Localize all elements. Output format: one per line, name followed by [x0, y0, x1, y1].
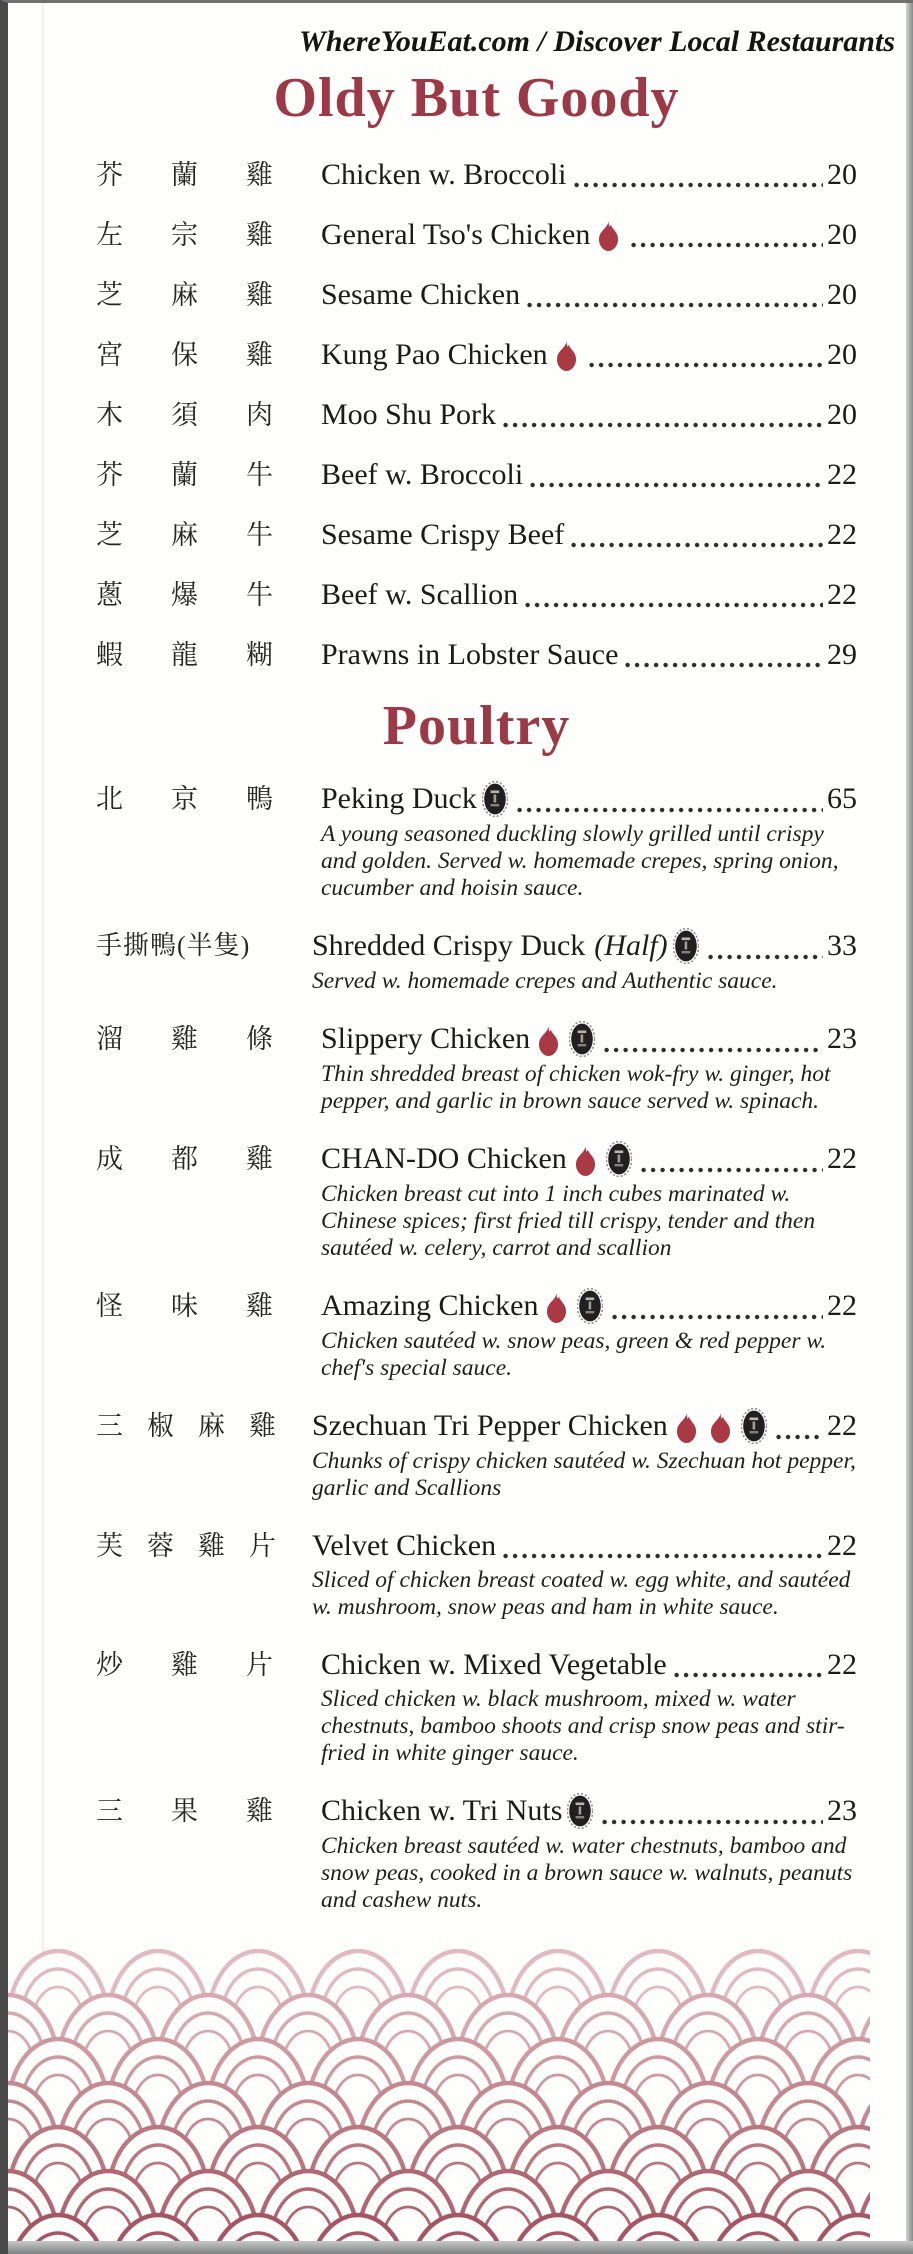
- menu-item: [96, 1408, 857, 1502]
- menu-item: [96, 1647, 857, 1767]
- menu-section-oldy-but-goody: [96, 157, 857, 673]
- menu-item-name: Amazing Chicken: [321, 1289, 539, 1322]
- menu-item-price: 23: [827, 1022, 857, 1055]
- menu-item: [96, 577, 857, 613]
- menu-item: [96, 337, 857, 373]
- menu-item-chinese-name: 芝麻雞: [96, 280, 321, 310]
- menu-item-description: Sliced of chicken breast coated w. egg white, and sautéed w. mushroom, snow peas and ham in white sauce.: [312, 1567, 851, 1620]
- menu-item: [96, 1288, 857, 1382]
- dotted-leader: [631, 242, 823, 248]
- menu-item-chinese-name: 左宗雞: [96, 220, 321, 250]
- menu-item-price: 22: [827, 1409, 857, 1442]
- menu-item-chinese-name: 芥蘭牛: [96, 460, 321, 490]
- menu-item-name: General Tso's Chicken: [321, 218, 591, 251]
- dotted-leader: [776, 1434, 823, 1440]
- menu-item-description: Chicken breast cut into 1 inch cubes marinated w. Chinese spices; first fried till crispy, tender and then sautéed w. celery, carrot and scallion: [321, 1181, 816, 1261]
- menu-item-price: 23: [827, 1794, 857, 1827]
- menu-item-price: 22: [827, 518, 857, 551]
- menu-item-name: Peking Duck: [321, 782, 477, 815]
- menu-item-description: A young seasoned duckling slowly grilled until crispy and golden. Served w. homemade crepes, spring onion, cucumber and hoisin sauce.: [321, 821, 839, 901]
- menu-item-price: 33: [827, 929, 857, 962]
- menu-item-chinese-name: 怪味雞: [96, 1291, 321, 1321]
- menu-item-name: Szechuan Tri Pepper Chicken: [312, 1409, 668, 1442]
- house-special-seal-icon: [577, 1288, 603, 1324]
- menu-item: [96, 397, 857, 433]
- menu-item-name: Beef w. Scallion: [321, 578, 519, 611]
- menu-item-price: 29: [827, 638, 857, 671]
- menu-item-price: 20: [827, 278, 857, 311]
- spicy-flame-icon: [595, 220, 622, 252]
- dotted-leader: [530, 482, 823, 488]
- menu-item-name: Moo Shu Pork: [321, 398, 497, 431]
- dotted-leader: [625, 662, 823, 668]
- spicy-flame-icon: [673, 1412, 700, 1444]
- menu-item-name: Shredded Crispy Duck: [312, 929, 586, 962]
- menu-item: [96, 781, 857, 902]
- menu-item: [96, 517, 857, 553]
- menu-page-content: [8, 3, 913, 2254]
- menu-item-name: CHAN-DO Chicken: [321, 1142, 567, 1175]
- menu-item: [96, 1141, 857, 1262]
- menu-item-chinese-name: 芝麻牛: [96, 520, 321, 550]
- menu-item: [96, 277, 857, 313]
- menu-item-name: Kung Pao Chicken: [321, 338, 548, 371]
- menu-item-price: 22: [827, 458, 857, 491]
- menu-item-chinese-name: 木須肉: [96, 400, 321, 430]
- dotted-leader: [525, 602, 823, 608]
- menu-item-name: Chicken w. Tri Nuts: [321, 1794, 563, 1827]
- section-title-poultry: Poultry: [382, 695, 571, 757]
- menu-item-price: 22: [827, 1289, 857, 1322]
- menu-item-chinese-name: 三果雞: [96, 1796, 321, 1826]
- dotted-leader: [604, 1047, 823, 1053]
- dotted-leader: [574, 182, 824, 188]
- spicy-flame-icon: [535, 1025, 562, 1057]
- dotted-leader: [527, 302, 823, 308]
- menu-item-chinese-name: 手撕鴨(半隻): [96, 931, 251, 960]
- menu-item-chinese-name: 芥蘭雞: [96, 160, 321, 190]
- menu-item: [96, 157, 857, 193]
- menu-item-name: Beef w. Broccoli: [321, 458, 524, 491]
- menu-item-chinese-name: 宮保雞: [96, 340, 321, 370]
- menu-item-note: (Half): [594, 929, 668, 962]
- dotted-leader: [517, 807, 823, 813]
- menu-item: [96, 217, 857, 253]
- menu-item-name: Sesame Chicken: [321, 278, 521, 311]
- menu-item-chinese-name: 溜雞條: [96, 1024, 321, 1054]
- menu-item: [96, 1021, 857, 1115]
- menu-section-poultry: [96, 781, 857, 1914]
- dotted-leader: [589, 362, 823, 368]
- menu-item: [96, 928, 857, 995]
- dotted-leader: [503, 422, 823, 428]
- spicy-flame-icon: [543, 1292, 570, 1324]
- dotted-leader: [503, 1553, 823, 1559]
- house-special-seal-icon: [567, 1793, 593, 1829]
- dotted-leader: [641, 1167, 823, 1173]
- menu-item-name: Sesame Crispy Beef: [321, 518, 565, 551]
- menu-item-description: Thin shredded breast of chicken wok-fry w. ginger, hot pepper, and garlic in brown sauce served w. spinach.: [321, 1061, 831, 1114]
- house-special-seal-icon: [569, 1021, 595, 1057]
- menu-item: [96, 457, 857, 493]
- spicy-flame-icon: [553, 340, 580, 372]
- menu-item-chinese-name: 芙蓉雞片: [96, 1531, 300, 1561]
- house-special-seal-icon: [482, 781, 508, 817]
- menu-item-price: 22: [827, 1142, 857, 1175]
- menu-item-chinese-name: 三椒麻雞: [96, 1411, 300, 1441]
- menu-item-price: 22: [827, 1648, 857, 1681]
- house-special-seal-icon: [741, 1408, 767, 1444]
- menu-item-name: Chicken w. Broccoli: [321, 158, 567, 191]
- menu-item-price: 65: [827, 782, 857, 815]
- menu-item-price: 20: [827, 398, 857, 431]
- menu-item-description: Chicken breast sautéed w. water chestnuts, bamboo and snow peas, cooked in a brown sauce w. walnuts, peanuts and cashew nuts.: [321, 1833, 853, 1913]
- menu-item-price: 22: [827, 1529, 857, 1562]
- menu-item-description: Chicken sautéed w. snow peas, green & red pepper w. chef's special sauce.: [321, 1328, 827, 1381]
- menu-item-chinese-name: 蝦龍糊: [96, 640, 321, 670]
- menu-item-chinese-name: 成都雞: [96, 1144, 321, 1174]
- section-title-oldy-but-goody: Oldy But Goody: [273, 67, 680, 129]
- menu-item-name: Slippery Chicken: [321, 1022, 531, 1055]
- menu-item-price: 22: [827, 578, 857, 611]
- menu-item-name: Prawns in Lobster Sauce: [321, 638, 619, 671]
- menu-item-chinese-name: 蔥爆牛: [96, 580, 321, 610]
- spicy-flame-icon: [572, 1145, 599, 1177]
- menu-item: [96, 1793, 857, 1914]
- menu-item-price: 20: [827, 158, 857, 191]
- menu-item-name: Velvet Chicken: [312, 1529, 497, 1562]
- scan-right-edge: [906, 3, 913, 2254]
- menu-item-description: Chunks of crispy chicken sautéed w. Szechuan hot pepper, garlic and Scallions: [312, 1448, 856, 1501]
- menu-item: [96, 1528, 857, 1621]
- dotted-leader: [708, 954, 823, 960]
- dotted-leader: [602, 1819, 823, 1825]
- menu-item-description: Sliced chicken w. black mushroom, mixed w. water chestnuts, bamboo shoots and crisp snow peas and stir-fried in white ginger sauce.: [321, 1686, 845, 1766]
- dotted-leader: [674, 1672, 823, 1678]
- scan-bottom-shadow: [8, 2241, 913, 2254]
- menu-item-chinese-name: 北京鴨: [96, 784, 321, 814]
- menu-item-price: 20: [827, 218, 857, 251]
- house-special-seal-icon: [606, 1141, 632, 1177]
- house-special-seal-icon: [673, 928, 699, 964]
- menu-item-price: 20: [827, 338, 857, 371]
- menu-item-chinese-name: 炒雞片: [96, 1650, 321, 1680]
- dotted-leader: [612, 1314, 823, 1320]
- spicy-flame-icon: [707, 1412, 734, 1444]
- dotted-leader: [571, 542, 823, 548]
- site-banner: WhereYouEat.com / Discover Local Restaurants: [299, 25, 895, 58]
- menu-item-description: Served w. homemade crepes and Authentic sauce.: [312, 968, 778, 994]
- menu-item: [96, 637, 857, 673]
- menu-item-name: Chicken w. Mixed Vegetable: [321, 1648, 667, 1681]
